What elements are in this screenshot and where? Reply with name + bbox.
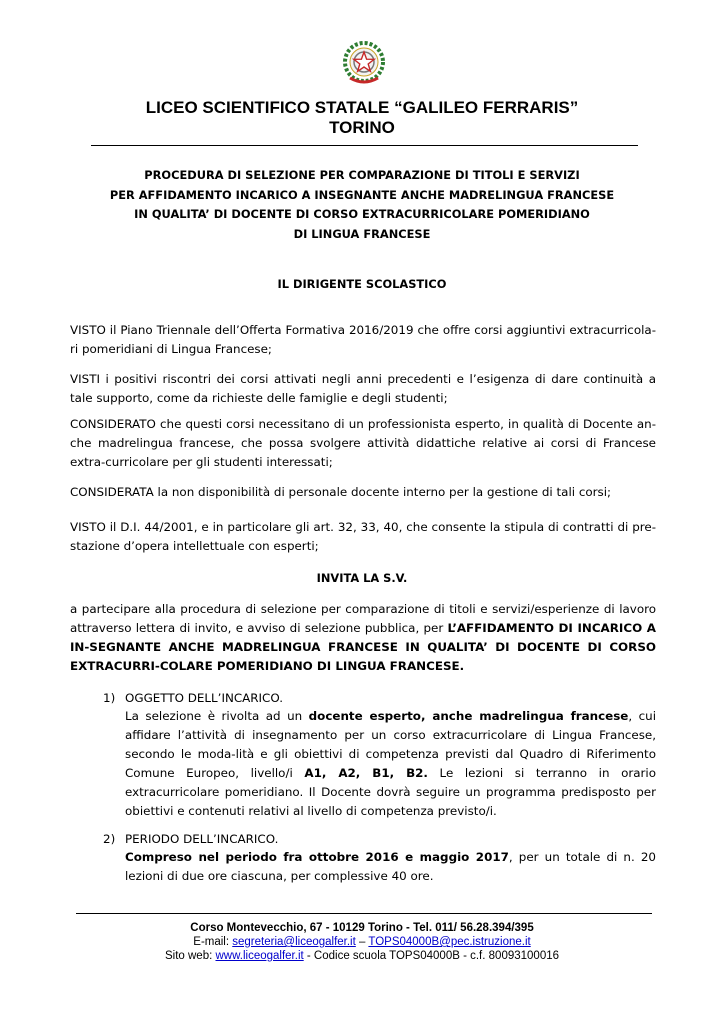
item-text: , cui affidare l’attività di insegnamento per un corso extracurricolare di Lingua Francese, secondo le moda-lità e gli obiettivi di competenza previsti dal Quadro di Riferimento Comune Europeo, livello/i [125, 709, 657, 780]
school-city: TORINO [329, 118, 395, 137]
pec-email-link[interactable]: TOPS04000B@pec.istruzione.it [368, 936, 531, 948]
item-body [125, 707, 656, 821]
item-title-text: OGGETTO DELL’INCARICO. [125, 691, 284, 705]
item-text: La selezione è rivolta ad un [125, 709, 309, 723]
italian-republic-emblem-icon [341, 40, 387, 86]
heading-invita: INVITA LA S.V. [316, 571, 408, 585]
header-divider [91, 145, 638, 146]
procedure-title-line: PROCEDURA DI SELEZIONE PER COMPARAZIONE DI TITOLI E SERVIZI [144, 168, 580, 182]
item-number: 1) [103, 691, 116, 705]
item-body [125, 848, 656, 886]
procedure-title [0, 166, 724, 244]
recital-paragraph: CONSIDERATA la non disponibilità di personale docente interno per la gestione di tali corsi; [70, 485, 612, 499]
footer-site-label: Sito web: [164, 950, 216, 962]
item-bold: docente esperto, anche madrelingua francese [308, 709, 629, 723]
item-text: , per un totale di n. 20 lezioni di due ore ciascuna, per complessive 40 ore. [125, 850, 656, 883]
procedure-title-line: PER AFFIDAMENTO INCARICO A INSEGNANTE ANCHE MADRELINGUA FRANCESE [109, 187, 615, 202]
email-link[interactable]: segreteria@liceogalfer.it [232, 936, 356, 948]
invitation-paragraph [70, 600, 656, 676]
item-title [103, 830, 278, 849]
footer-email-line [0, 935, 724, 949]
item-bold: Compreso nel periodo fra ottobre 2016 e maggio 2017 [125, 850, 509, 864]
heading-dirigente: IL DIRIGENTE SCOLASTICO [277, 277, 447, 291]
invitation-bold: L’AFFIDAMENTO DI INCARICO A IN-SEGNANTE ANCHE MADRELINGUA FRANCESE IN QUALITA’ DI DOCENTE DI CORSO EXTRACURRI-COLARE POMERIDIANO DI LINGUA FRANCESE. [70, 621, 656, 673]
footer-address: Corso Montevecchio, 67 - 10129 Torino - Tel. 011/ 56.28.394/395 [190, 922, 534, 934]
recital-paragraph: VISTI i positivi riscontri dei corsi attivati negli anni precedenti e l’esigenza di dare continuità a tale supporto, come da richieste delle famiglie e degli studenti; [70, 372, 656, 405]
footer-separator: – [355, 936, 369, 948]
invitation-text: a partecipare alla procedura di selezione per comparazione di titoli e servizi/esperienze di lavoro attraverso lettera di invito, e avviso di selezione pubblica, per [70, 602, 656, 635]
school-name: LICEO SCIENTIFICO STATALE “GALILEO FERRARIS” [145, 98, 579, 117]
item-bold: A1, A2, B1, B2. [304, 766, 428, 780]
item-number: 2) [103, 832, 116, 846]
item-title-text: PERIODO DELL’INCARICO. [125, 832, 279, 846]
recital-paragraph: CONSIDERATO che questi corsi necessitano di un professionista esperto, in qualità di Docente an-che madrelingua francese, che possa svolgere attività didattiche relative ai corsi di Francese extra-curricolare per gli studenti interessati; [70, 417, 656, 469]
website-link[interactable]: www.liceogalfer.it [215, 950, 304, 962]
procedure-title-line: IN QUALITA’ DI DOCENTE DI CORSO EXTRACURRICOLARE POMERIDIANO [134, 207, 590, 221]
recital-paragraph: VISTO il D.I. 44/2001, e in particolare gli art. 32, 33, 40, che consente la stipula di contratti di pre-stazione d’opera intellettuale con esperti; [70, 520, 656, 553]
footer-email-label: E-mail: [193, 936, 233, 948]
footer-site-line [0, 949, 724, 963]
footer-divider [76, 913, 652, 914]
item-text: Le lezioni si terranno in orario extracurricolare pomeridiano. Il Docente dovrà seguire un programma predisposto per obiettivi e contenuti relativi al livello di competenza previsto/i. [125, 766, 656, 818]
procedure-title-line: DI LINGUA FRANCESE [293, 226, 431, 241]
item-title [103, 689, 283, 708]
recital-paragraph: VISTO il Piano Triennale dell’Offerta Formativa 2016/2019 che offre corsi aggiuntivi extracurricola-ri pomeridiani di Lingua Francese; [70, 323, 656, 356]
footer-codes: - Codice scuola TOPS04000B - c.f. 80093100016 [303, 950, 559, 962]
